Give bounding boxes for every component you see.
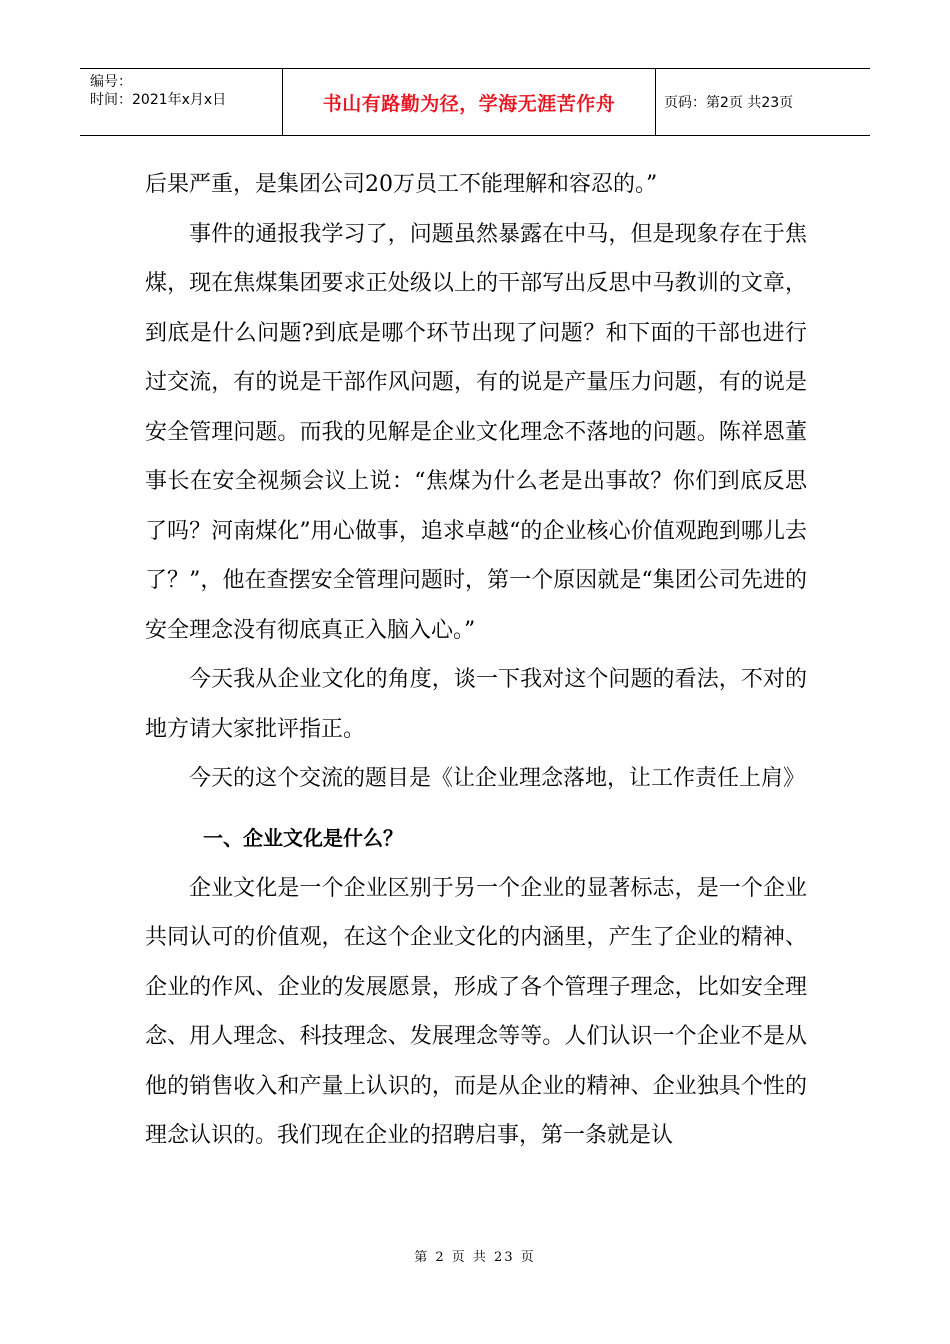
page-label: 页码：第2页 共23页 [664, 95, 794, 111]
paragraph: 今天我从企业文化的角度，谈一下我对这个问题的看法，不对的地方请大家批评指正。 [145, 667, 807, 742]
document-header [80, 68, 870, 136]
number-label: 编号： [90, 74, 132, 90]
header-meta-cell [80, 69, 283, 135]
paragraph: 企业文化是一个企业区别于另一个企业的显著标志，是一个企业共同认可的价值观，在这个企业文化的内涵里，产生了企业的精神、企业的作风、企业的发展愿景，形成了各个管理子理念，比如安全理念、用人理念、科技理念、发展理念等等。人们认识一个企业不是从他的销售收入和产量上认识的，而是从企业的精神、企业独具个性的理念认识的。我们现在企业的招聘启事，第一条就是认 [145, 875, 807, 1148]
header-motto-cell [283, 69, 656, 135]
paragraph: 今天的这个交流的题目是《让企业理念落地，让工作责任上肩》 [189, 766, 806, 791]
time-label: 时间：2021年x月x日 [90, 92, 227, 108]
page-footer: 第 2 页 共 23 页 [414, 1250, 536, 1265]
section-heading: 一、企业文化是什么？ [203, 825, 403, 850]
paragraph: 事件的通报我学习了，问题虽然暴露在中马，但是现象存在于焦煤，现在焦煤集团要求正处级以上的干部写出反思中马教训的文章，到底是什么问题?到底是哪个环节出现了问题？和下面的干部也进行过交流，有的说是干部作风问题，有的说是产量压力问题，有的说是安全管理问题。而我的见解是企业文化理念不落地的问题。陈祥恩董事长在安全视频会议上说：“焦煤为什么老是出事故？你们到底反思了吗？河南煤化”用心做事，追求卓越“的企业核心价值观跑到哪儿去了？”，他在查摆安全管理问题时，第一个原因就是“集团公司先进的安全理念没有彻底真正入脑入心。” [145, 221, 807, 643]
motto-text: 书山有路勤为径，学海无涯苦作舟 [322, 92, 616, 115]
paragraph: 后果严重，是集团公司20万员工不能理解和容忍的。” [145, 172, 658, 197]
document-body [145, 160, 807, 1161]
header-page-cell [656, 69, 870, 135]
